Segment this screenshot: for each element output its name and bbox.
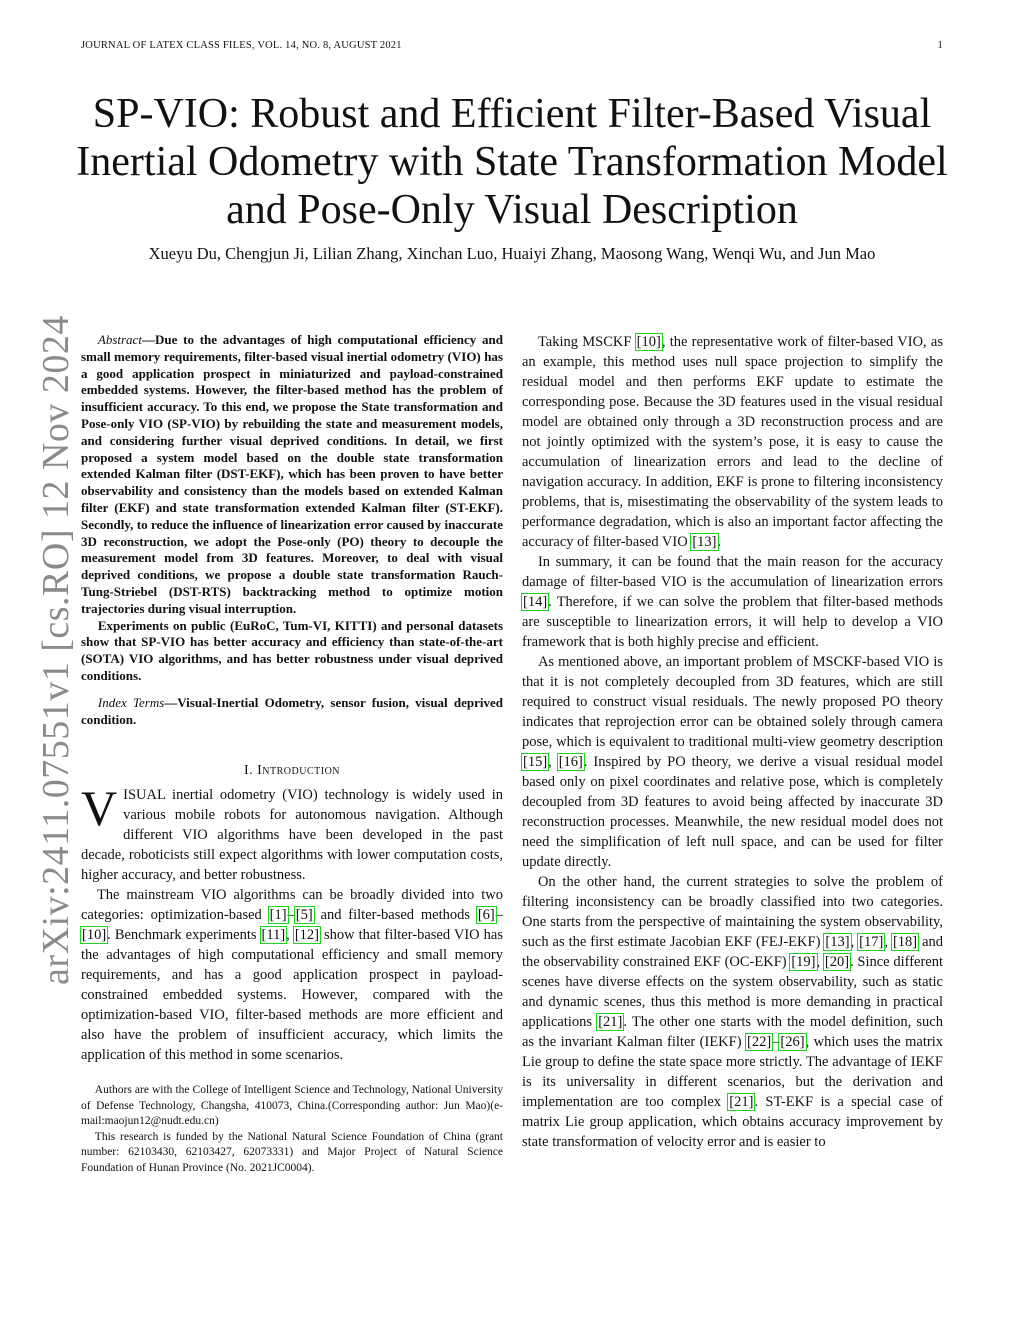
paper-title xyxy=(60,90,964,234)
index-terms xyxy=(81,695,503,729)
citation-link[interactable]: [10] xyxy=(636,334,661,350)
text-run: On the other hand, the current strategies to solve the problem of filtering inconsistency can be broadly classified into two categories. One starts from the perspective of maintaining the system observability, such as the first estimate Jacobian EKF (FEJ-EKF) xyxy=(522,874,943,950)
citation-link[interactable]: [21] xyxy=(598,1014,623,1030)
author-list: Xueyu Du, Chengjun Ji, Lilian Zhang, Xinchan Luo, Huaiyi Zhang, Maosong Wang, Wenqi Wu, and Jun Mao xyxy=(148,244,876,263)
citation-link[interactable]: [19] xyxy=(791,954,816,970)
title-line-2: Inertial Odometry with State Transformation Model xyxy=(76,139,948,185)
citation-link[interactable]: [13] xyxy=(692,534,717,550)
citation-link[interactable]: [18] xyxy=(892,934,918,950)
text-run: show that filter-based VIO has the advantages of high computational efficiency and small memory requirements, and has a good application prospect in payload-constrained embedded systems. However, compared with the optimization-based VIO, filter-based methods are more efficient and also have the problem of insufficient accuracy, which limits the application of this method in some scenarios. xyxy=(81,927,503,1064)
citation-link[interactable]: [26] xyxy=(780,1034,805,1050)
citation-link[interactable]: [11] xyxy=(261,927,286,944)
arxiv-stamp[interactable]: arXiv:2411.07551v1 [cs.RO] 12 Nov 2024 xyxy=(35,315,77,985)
left-column xyxy=(81,332,503,1176)
citation-link[interactable]: [1] xyxy=(269,907,287,924)
index-terms-text: —Visual-Inertial Odometry, sensor fusion, visual deprived condition. xyxy=(81,694,503,727)
citation-link[interactable]: [21] xyxy=(729,1094,754,1110)
intro-paragraph-1-text: ISUAL inertial odometry (VIO) technology is widely used in various mobile robots for autonomous navigation. Although different VIO algorithms have been developed in the past decade, roboticists still expect algorithms with lower computation costs, higher accuracy, and better robustness. xyxy=(81,787,503,884)
citation-link[interactable]: [5] xyxy=(295,907,313,924)
section-heading-introduction: I. Introduction xyxy=(243,763,341,779)
citation-link[interactable]: [16] xyxy=(558,754,583,770)
text-run: , the representative work of filter-based VIO, as an example, this method uses null space projection to simplify the residual model and then performs EKF update to estimate the corresponding pose. Because the 3D features used in the visual residual model are obtained only through a 3D reconstruction process and are not jointly optimized with the system’s pose, it is easy to cause the accumulation of linearization errors and lead to the decline of navigation accuracy. In addition, EKF is prone to filtering inconsistency problems, that is, misestimating the observability of the system leads to performance degradation, which is also an important factor affecting the accuracy of filter-based VIO xyxy=(522,334,943,550)
text-run: . Inspired by PO theory, we derive a visual residual model based only on pixel coordinates and relative pose, which is completely decoupled from 3D features to avoid being affected by inaccurate 3D reconstruction processes. Meanwhile, the new residual model does not need the simplification of left null space, and can be used for filter update directly. xyxy=(522,754,943,870)
drop-cap: V xyxy=(81,780,118,837)
citation-link[interactable]: [15] xyxy=(523,754,548,770)
footnotes xyxy=(81,1083,503,1176)
text-run: , xyxy=(548,754,558,770)
citation-link[interactable]: [17] xyxy=(859,934,884,950)
running-header xyxy=(81,40,943,51)
text-run: . xyxy=(717,534,722,550)
intro-paragraph-1 xyxy=(81,780,503,885)
text-run: As mentioned above, an important problem of MSCKF-based VIO is that it is not completely decoupled from 3D features, which are still required to construct visual residuals. The newly proposed PO theory indicates that reprojection error can be obtained solely through camera pose, which is equivalent to traditional multi-view geometry description xyxy=(522,654,943,750)
text-run: , xyxy=(850,934,859,950)
right-paragraph-2 xyxy=(522,552,943,652)
text-run: and filter-based methods xyxy=(313,907,477,924)
text-run: , xyxy=(286,927,294,944)
text-run: – xyxy=(772,1034,780,1050)
text-run: . ST-EKF is a special case of matrix Lie group application, which obtains accuracy improvement by state transformation of velocity error and is easier to xyxy=(522,1094,943,1150)
text-run: In summary, it can be found that the main reason for the accuracy damage of filter-based VIO is the accumulation of linearization errors xyxy=(522,554,943,590)
abstract-paragraph-2: Experiments on public (EuRoC, Tum-VI, KITTI) and personal datasets show that SP-VIO has better accuracy and efficiency than state-of-the-art (SOTA) VIO algorithms, and has better robustness under visual deprived conditions. xyxy=(81,617,503,683)
journal-header: JOURNAL OF LATEX CLASS FILES, VOL. 14, NO. 8, AUGUST 2021 xyxy=(81,40,402,51)
title-line-1: SP-VIO: Robust and Efficient Filter-Based Visual xyxy=(92,91,932,137)
text-run: . Since different scenes have diverse effects on the system observability, such as static and dynamic scenes, thus this method is more demanding in practical applications xyxy=(522,954,944,1030)
page-number: 1 xyxy=(937,40,943,51)
citation-link[interactable]: [14] xyxy=(523,594,548,610)
abstract xyxy=(81,332,503,728)
abstract-paragraph-1 xyxy=(81,332,503,618)
right-paragraph-3 xyxy=(522,652,943,872)
text-run: . Therefore, if we can solve the problem that filter-based methods are susceptible to linearization errors, it will help to develop a VIO framework that is both highly precise and efficient. xyxy=(522,594,943,650)
text-run: , xyxy=(884,934,892,950)
right-column xyxy=(522,332,943,1152)
intro-paragraph-2 xyxy=(81,885,503,1065)
footnote-funding: This research is funded by the National Natural Science Foundation of China (grant number: 62103430, 62103427, 62073331) and Major Project of Natural Science Foundation of Hunan Province (No. 2021JC0004). xyxy=(81,1130,503,1174)
right-paragraph-4 xyxy=(522,872,943,1152)
title-line-3: and Pose-Only Visual Description xyxy=(226,187,798,233)
footnote-affiliation: Authors are with the College of Intelligent Science and Technology, National University of Defense Technology, Changsha, 410073, China.(Corresponding author: Jun Mao)(e-mail:maojun12@nudt.edu.cn) xyxy=(81,1084,503,1128)
right-paragraph-1 xyxy=(522,332,943,552)
citation-link[interactable]: [10] xyxy=(82,927,107,944)
citation-link[interactable]: [13] xyxy=(825,934,850,950)
citation-link[interactable]: [12] xyxy=(294,927,319,944)
text-run: Taking MSCKF xyxy=(537,334,636,350)
text-run: , which uses the matrix Lie group to define the state space more strictly. The advantage of IEKF is its universality in different scenarios, but the derivation and implementation are too complex xyxy=(522,1034,943,1110)
introduction-body xyxy=(81,780,504,1065)
text-run: and the observability constrained EKF (OC-EKF) xyxy=(522,934,944,970)
text-run: . The other one starts with the model definition, such as the invariant Kalman filter (IEKF) xyxy=(522,1014,943,1050)
text-run: The mainstream VIO algorithms can be broadly divided into two categories: optimization-based xyxy=(81,887,503,924)
index-terms-label: Index Terms xyxy=(97,694,165,710)
text-run: , xyxy=(816,954,824,970)
citation-link[interactable]: [22] xyxy=(747,1034,772,1050)
abstract-text-1: —Due to the advantages of high computational efficiency and small memory requirements, filter-based visual inertial odometry (VIO) has a good application prospect in miniaturized and payload-constrained embedded systems. However, the filter-based method has the problem of insufficient accuracy. To this end, we propose the State transformation and Pose-only VIO (SP-VIO) by rebuilding the state and measurement models, and considering further visual deprived conditions. In detail, we first proposed a system model based on the double state transformation extended Kalman filter (DST-EKF), which has been proven to have better observability and consistency than the models based on extended Kalman filter (EKF) and state transformation extended Kalman filter (ST-EKF). Secondly, to reduce the influence of linearization error caused by inaccurate 3D reconstruction, we adopt the Pose-only (PO) theory to decouple the measurement model from 3D features. Moreover, to deal with visual deprived conditions, we propose a double state transformation Rauch-Tung-Striebel (DST-RTS) backtracking method to optimize motion trajectories during visual interruption. xyxy=(81,332,503,616)
citation-link[interactable]: [6] xyxy=(477,907,495,924)
text-run: – xyxy=(287,907,295,924)
citation-link[interactable]: [20] xyxy=(824,954,850,970)
text-run: . Benchmark experiments xyxy=(107,927,261,944)
text-run: – xyxy=(495,907,504,924)
abstract-label: Abstract xyxy=(97,332,142,347)
